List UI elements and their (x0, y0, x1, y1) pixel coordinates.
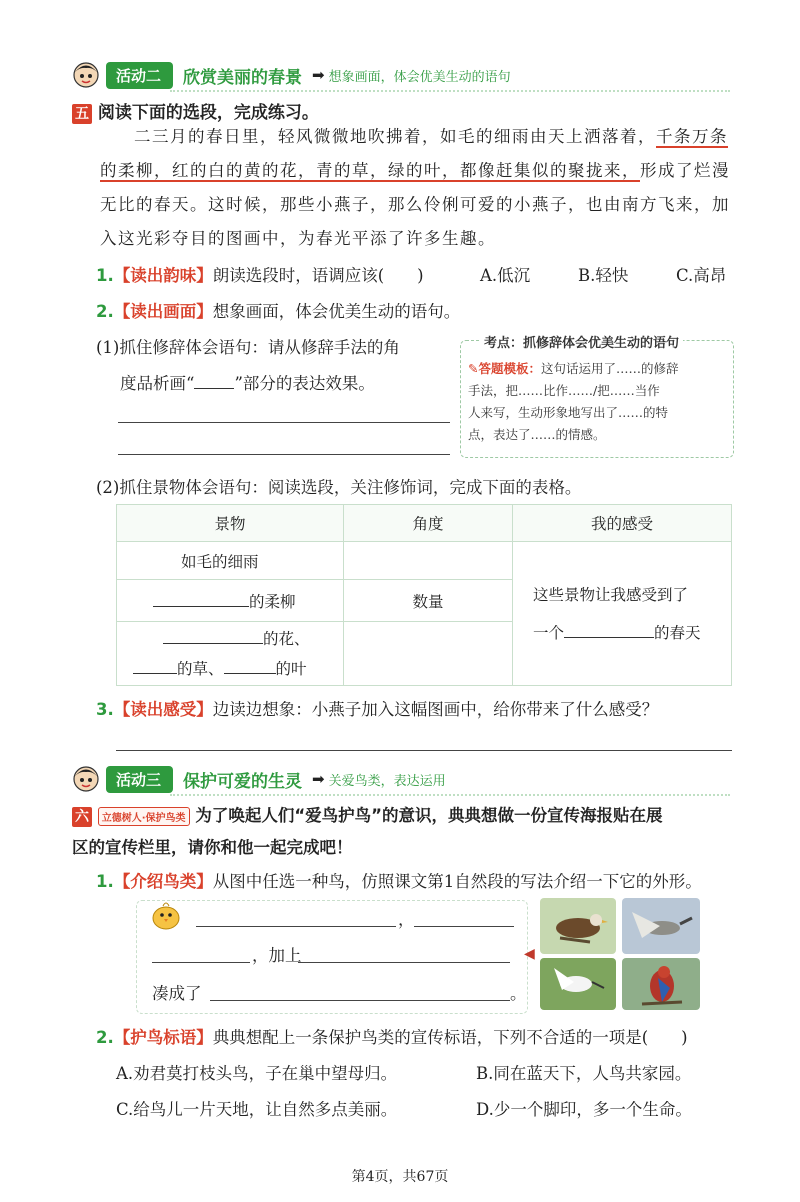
mascot-icon (72, 765, 100, 793)
arrow-left-icon: ◀ (524, 946, 535, 962)
passage-text: 形成了烂漫 (640, 161, 730, 180)
passage-text: 二三月的春日里，轻风微微地吹拂着，如毛的细雨由天上洒落着， (134, 127, 656, 146)
answer-line[interactable] (118, 422, 450, 423)
section6-intro-a (72, 802, 663, 827)
tip-text: 这句话运用了……的修辞 (541, 361, 679, 376)
question-tag: 【介绍鸟类】 (113, 872, 213, 891)
question-tag: 【读出感受】 (113, 700, 213, 719)
table-cell-feeling (513, 542, 732, 686)
option-a[interactable]: A.低沉 (480, 266, 531, 285)
passage-line-3: 无比的春天。这时候，那些小燕子，那么伶俐可爱的小燕子，也由南方飞来，加 (100, 195, 730, 214)
tip-heading: 考点：抓修辞体会优美生动的语句 (480, 332, 683, 351)
tip-text: 手法，把……比作……/把……当作 (468, 383, 660, 398)
section-instruction: 为了唤起人们“爱鸟护鸟”的意识，典典想做一份宣传海报贴在展 (195, 806, 663, 825)
question-text: 典典想配上一条保护鸟类的宣传标语，下列不合适的一项是( ) (212, 1028, 688, 1047)
activity-title: 保护可爱的生灵 (183, 771, 303, 792)
table-cell[interactable] (344, 622, 513, 686)
question-number: 2. (96, 302, 114, 321)
question-text: 边读边想象：小燕子加入这幅图画中，给你带来了什么感受？ (212, 700, 659, 719)
option-a[interactable]: A.劝君莫打枝头鸟，子在巢中望母归。 (116, 1064, 398, 1083)
tip-content (468, 358, 730, 446)
answer-line[interactable] (414, 926, 514, 927)
passage-line-1 (134, 120, 728, 154)
bird-question-1 (96, 868, 702, 892)
option-d[interactable]: D.少一个脚印，多一个生命。 (476, 1100, 692, 1119)
question-number: 3. (96, 700, 114, 719)
fill-blank[interactable] (224, 673, 276, 674)
answer-line[interactable] (118, 454, 450, 455)
period-text: 。 (510, 984, 527, 1003)
table-cell (117, 580, 344, 622)
feeling-text: 的春天 (654, 623, 701, 642)
mascot-icon (72, 61, 100, 89)
question-text: 想象画面，体会优美生动的语句。 (212, 302, 461, 321)
question-2 (96, 298, 460, 322)
activity-label: 活动三 (106, 766, 173, 793)
fill-blank[interactable] (153, 606, 249, 607)
page-footer: 第4页，共67页 (351, 1169, 449, 1185)
table-header: 角度 (344, 505, 513, 542)
question-number: 1. (96, 266, 114, 285)
arrow-right-icon: ➡ (312, 66, 325, 84)
table-cell (117, 622, 344, 686)
section-instruction: 阅读下面的选段，完成练习。 (97, 103, 319, 123)
passage-line-4: 入这光彩夺目的图画中，为春光平添了许多生趣。 (100, 229, 496, 248)
fill-blank[interactable] (133, 673, 177, 674)
table-cell-text: 的草、 (177, 659, 224, 678)
fill-blank[interactable] (564, 637, 654, 638)
table-cell-text: 的柔柳 (249, 592, 296, 611)
table-cell: 数量 (344, 580, 513, 622)
feeling-fill (533, 614, 730, 652)
table-cell: 如毛的细雨 (117, 542, 344, 580)
section-number: 五 (72, 104, 92, 124)
question-number: 1. (96, 872, 114, 891)
goose-image[interactable] (622, 898, 700, 954)
option-b[interactable]: B.同在蓝天下，人鸟共家园。 (476, 1064, 692, 1083)
fill-blank[interactable] (163, 643, 263, 644)
divider (170, 794, 730, 796)
subquestion-1-line-a: (1)抓住修辞体会语句：请从修辞手法的角 (96, 338, 400, 357)
egret-image[interactable] (540, 958, 616, 1010)
subquestion-text: ”部分的表达效果。 (234, 374, 375, 393)
option-c[interactable]: C.给鸟儿一片天地，让自然多点美丽。 (116, 1100, 398, 1119)
activity3-header (72, 764, 446, 794)
fill-blank[interactable] (194, 388, 234, 389)
answer-line[interactable] (196, 926, 396, 927)
answer-line[interactable] (210, 1000, 510, 1001)
table-cell-text: 的花、 (263, 629, 310, 648)
passage-line-2 (100, 154, 730, 188)
tip-text: 人来写，生动形象地写出了……的特 (468, 405, 669, 420)
question-3 (96, 696, 658, 720)
section-number: 六 (72, 807, 92, 827)
divider (170, 90, 730, 92)
question-tag: 【读出画面】 (113, 302, 213, 321)
answer-line[interactable] (116, 750, 732, 751)
question-text: 从图中任选一种鸟，仿照课文第1自然段的写法介绍一下它的外形。 (212, 872, 702, 891)
table-header: 景物 (117, 505, 344, 542)
bird-question-2 (96, 1024, 688, 1048)
theme-badge: 立德树人·保护鸟类 (98, 807, 190, 826)
question-tag: 【读出韵味】 (113, 266, 213, 285)
comma-text: ， (398, 910, 415, 929)
underlined-text: 千条万条 (656, 127, 728, 146)
activity-subtitle: 想象画面，体会优美生动的语句 (328, 69, 511, 85)
pencil-icon: ✎ (468, 361, 479, 376)
question-1 (96, 262, 424, 286)
underlined-text: 的柔柳，红的白的黄的花，青的草，绿的叶，都像赶集似的聚拢来， (100, 161, 640, 180)
answer-line[interactable] (152, 962, 250, 963)
question-text: 朗读选段时，语调应该( ) (212, 266, 424, 285)
chick-icon (146, 896, 186, 932)
eagle-image[interactable] (540, 898, 616, 954)
activity2-header (72, 60, 511, 90)
subquestion-2: (2)抓住景物体会语句：阅读选段，关注修饰词，完成下面的表格。 (96, 478, 582, 497)
table-cell-text: 的叶 (275, 659, 307, 678)
subquestion-1-line-b (120, 370, 375, 394)
subquestion-text: 度品析画“ (120, 374, 195, 393)
activity-subtitle: 关爱鸟类，表达运用 (328, 773, 446, 789)
scenery-table (116, 504, 732, 686)
answer-line[interactable] (298, 962, 510, 963)
parrot-image[interactable] (622, 958, 700, 1010)
question-number: 2. (96, 1028, 114, 1047)
tip-label: 答题模板： (478, 361, 541, 376)
section6-intro-b: 区的宣传栏里，请你和他一起完成吧！ (72, 838, 353, 857)
jiashang-text: ，加上 (252, 946, 302, 965)
feeling-text: 这些景物让我感受到了 (533, 585, 689, 604)
activity-title: 欣赏美丽的春景 (183, 67, 303, 88)
arrow-right-icon: ➡ (312, 770, 325, 788)
option-c[interactable]: C.高昂 (676, 266, 727, 285)
question-tag: 【护鸟标语】 (113, 1028, 213, 1047)
activity-label: 活动二 (106, 62, 173, 89)
table-header: 我的感受 (513, 505, 732, 542)
table-cell[interactable] (344, 542, 513, 580)
tip-text: 点，表达了……的情感。 (468, 427, 606, 442)
feeling-text: 一个 (533, 623, 565, 642)
couchengle-text: 凑成了 (152, 984, 202, 1003)
option-b[interactable]: B.轻快 (578, 266, 629, 285)
